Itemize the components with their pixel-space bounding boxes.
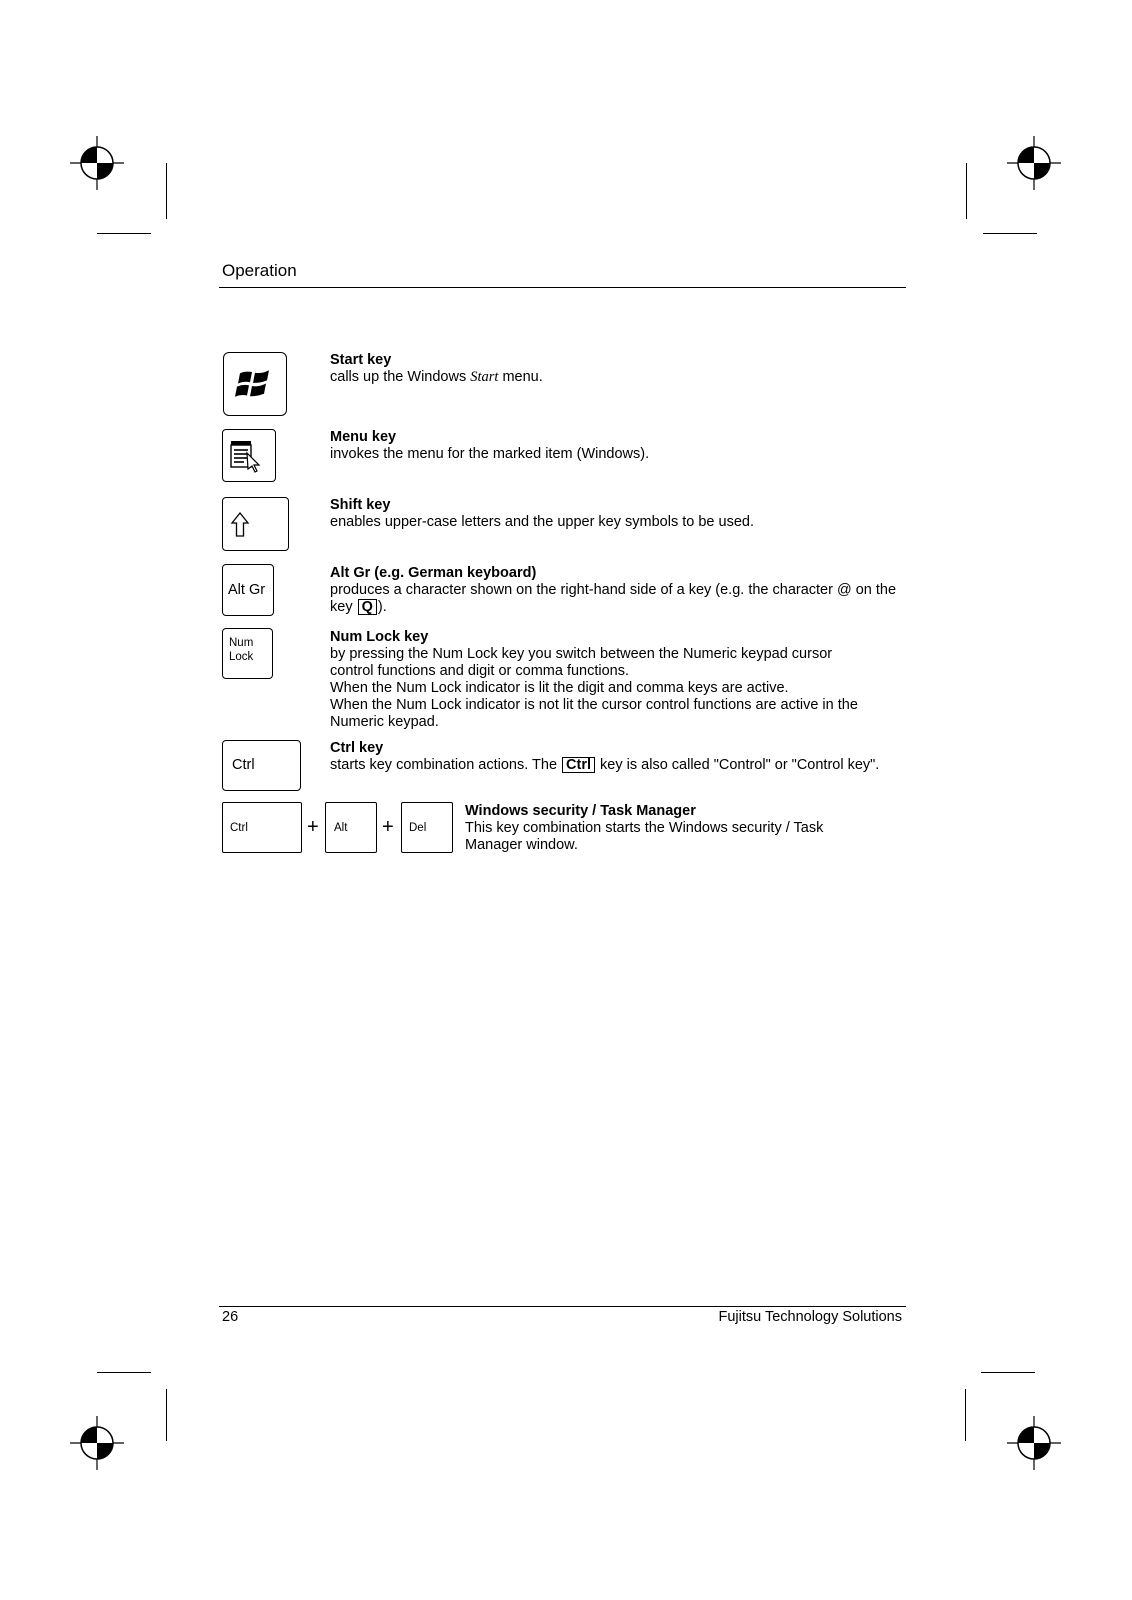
registration-mark-icon xyxy=(1007,136,1061,190)
key-label: Del xyxy=(409,822,427,834)
crop-mark xyxy=(97,1372,151,1373)
shift-key xyxy=(222,497,289,551)
description-text: key is also called "Control" or "Control key". xyxy=(596,757,880,773)
entry-title: Alt Gr (e.g. German keyboard) xyxy=(330,565,537,581)
entry-title: Windows security / Task Manager xyxy=(465,803,696,819)
key-label: Alt Gr xyxy=(228,582,266,598)
entry-title: Start key xyxy=(330,352,392,368)
num-lock-entry xyxy=(330,629,910,731)
crop-mark xyxy=(97,233,151,234)
key-label: Ctrl xyxy=(232,757,255,773)
num-lock-key xyxy=(222,628,273,679)
entry-description xyxy=(330,757,890,774)
inline-key-ctrl: Ctrl xyxy=(562,757,595,773)
entry-description xyxy=(330,582,910,616)
description-text: calls up the Windows xyxy=(330,369,471,385)
crop-mark xyxy=(965,1389,966,1441)
crop-mark xyxy=(966,163,967,219)
key-label: Lock xyxy=(229,651,254,663)
key-label: Ctrl xyxy=(230,822,248,834)
footer-rule xyxy=(219,1306,906,1307)
header-rule xyxy=(219,287,906,288)
windows-logo-icon xyxy=(233,362,277,406)
description-text: ). xyxy=(377,599,387,615)
alt-gr-entry xyxy=(330,565,910,616)
entry-description-line: When the Num Lock indicator is not lit the cursor control functions are active in the Numeric keypad. xyxy=(330,697,858,730)
key-label: Num xyxy=(229,637,254,649)
registration-mark-icon xyxy=(70,136,124,190)
menu-key xyxy=(222,429,276,482)
page-header-title: Operation xyxy=(222,261,297,280)
ctrl-key xyxy=(222,740,301,791)
start-menu-term: Start xyxy=(470,369,499,385)
ctrl-key-entry xyxy=(330,740,890,774)
menu-key-icon xyxy=(229,439,269,475)
crop-mark xyxy=(166,163,167,219)
crop-mark xyxy=(166,1389,167,1441)
entry-title: Menu key xyxy=(330,429,397,445)
plus-sign: + xyxy=(382,816,394,838)
start-key xyxy=(223,352,287,416)
entry-description-line: When the Num Lock indicator is lit the digit and comma keys are active. xyxy=(330,680,789,696)
description-text: menu. xyxy=(498,369,543,385)
key-label: Alt xyxy=(334,822,348,834)
entry-description: This key combination starts the Windows security / Task Manager window. xyxy=(465,820,824,853)
combo-ctrl-key xyxy=(222,802,302,853)
entry-description: invokes the menu for the marked item (Windows). xyxy=(330,446,650,462)
entry-description xyxy=(330,369,910,386)
shift-key-entry xyxy=(330,497,910,531)
description-text: produces a character shown on the right-hand side of a key (e.g. the character @ on the key xyxy=(330,582,897,615)
task-manager-entry xyxy=(465,803,895,854)
entry-description: enables upper-case letters and the upper key symbols to be used. xyxy=(330,514,754,530)
entry-title: Ctrl key xyxy=(330,740,384,756)
publisher-name: Fujitsu Technology Solutions xyxy=(718,1309,902,1325)
entry-description-line: by pressing the Num Lock key you switch between the Numeric keypad cursor control functions and digit or comma functions. xyxy=(330,646,833,679)
registration-mark-icon xyxy=(70,1416,124,1470)
crop-mark xyxy=(981,1372,1035,1373)
registration-mark-icon xyxy=(1007,1416,1061,1470)
crop-mark xyxy=(983,233,1037,234)
page-number: 26 xyxy=(222,1309,239,1325)
start-key-entry xyxy=(330,352,910,386)
combo-del-key xyxy=(401,802,453,853)
shift-arrow-icon xyxy=(230,511,250,539)
inline-key-q: Q xyxy=(358,599,377,615)
entry-title: Num Lock key xyxy=(330,629,429,645)
alt-gr-key xyxy=(222,564,274,616)
description-text: starts key combination actions. The xyxy=(330,757,562,773)
menu-key-entry xyxy=(330,429,910,463)
entry-title: Shift key xyxy=(330,497,391,513)
combo-alt-key xyxy=(325,802,377,853)
plus-sign: + xyxy=(307,816,319,838)
